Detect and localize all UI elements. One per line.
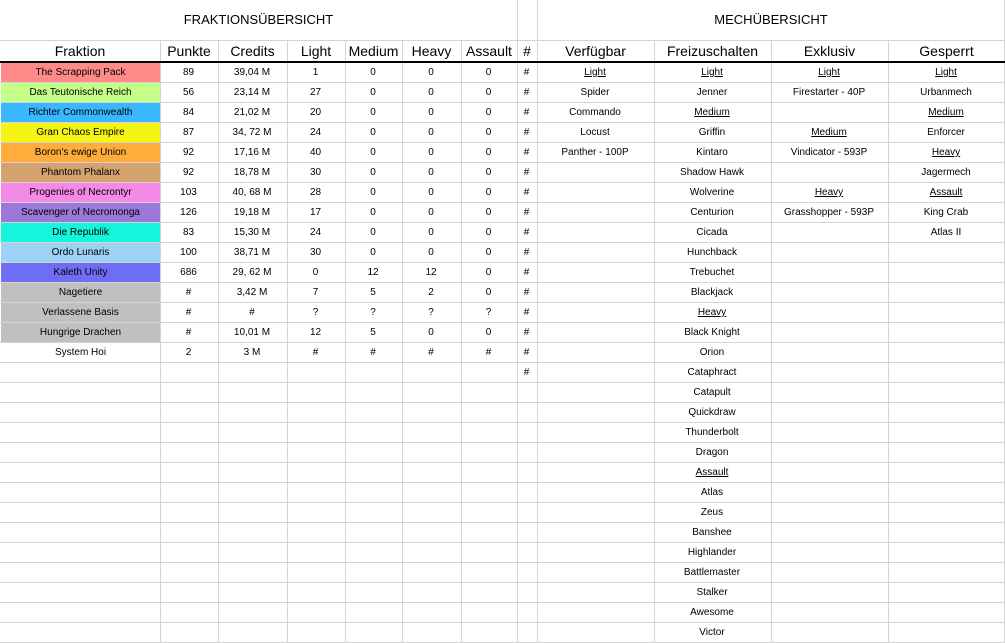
- gridline: [0, 622, 1005, 623]
- faction-credits[interactable]: 34, 72 M: [232, 127, 272, 138]
- gridline: [0, 542, 1005, 543]
- faction-credits[interactable]: 38,71 M: [233, 247, 271, 258]
- column-header[interactable]: Freizuschalten: [666, 43, 759, 59]
- mech-verfuegbar-cell[interactable]: Commando: [569, 107, 621, 118]
- faction-punkte[interactable]: 103: [180, 187, 197, 198]
- faction-name[interactable]: Hungrige Drachen: [1, 323, 160, 342]
- gridline: [0, 442, 1005, 443]
- faction-name[interactable]: Gran Chaos Empire: [1, 123, 160, 142]
- faction-heavy[interactable]: 0: [428, 207, 434, 218]
- faction-heavy[interactable]: 2: [428, 287, 434, 298]
- gridline: [0, 402, 1005, 403]
- mech-freizuschalten-cell[interactable]: Quickdraw: [688, 407, 736, 418]
- faction-heavy[interactable]: 0: [428, 87, 434, 98]
- faction-heavy[interactable]: [402, 363, 460, 382]
- mech-freizuschalten-cell[interactable]: Highlander: [687, 547, 737, 558]
- faction-name[interactable]: Progenies of Necrontyr: [1, 183, 160, 202]
- faction-assault[interactable]: 0: [485, 227, 492, 238]
- faction-assault[interactable]: 0: [485, 247, 492, 258]
- faction-heavy[interactable]: 0: [428, 247, 434, 258]
- faction-light[interactable]: [287, 363, 344, 382]
- faction-hash[interactable]: #: [523, 227, 530, 238]
- faction-light[interactable]: 28: [309, 187, 322, 198]
- faction-medium[interactable]: 0: [370, 207, 376, 218]
- faction-assault[interactable]: 0: [485, 107, 492, 118]
- faction-heavy[interactable]: 0: [428, 67, 434, 78]
- faction-punkte[interactable]: 83: [182, 227, 195, 238]
- mech-exklusiv-cell[interactable]: Light: [818, 67, 840, 78]
- gridline: [0, 382, 1005, 383]
- faction-hash[interactable]: #: [523, 187, 530, 198]
- faction-credits[interactable]: #: [249, 307, 255, 318]
- faction-name[interactable]: Die Republik: [1, 223, 160, 242]
- faction-assault[interactable]: 0: [485, 67, 492, 78]
- mech-freizuschalten-cell[interactable]: Banshee: [692, 527, 732, 538]
- faction-light[interactable]: 17: [309, 207, 322, 218]
- gridline: [0, 582, 1005, 583]
- faction-punkte[interactable]: #: [185, 287, 192, 298]
- column-header[interactable]: #: [523, 43, 531, 59]
- mech-freizuschalten-cell[interactable]: Medium: [694, 107, 730, 118]
- faction-hash[interactable]: #: [523, 327, 530, 338]
- faction-hash[interactable]: #: [523, 287, 530, 298]
- mech-verfuegbar-cell[interactable]: Locust: [580, 127, 610, 138]
- mech-gesperrt-cell[interactable]: Medium: [928, 107, 964, 118]
- mech-exklusiv-cell[interactable]: Vindicator - 593P: [790, 147, 868, 158]
- faction-name[interactable]: Boron's ewige Union: [1, 143, 160, 162]
- faction-light[interactable]: 1: [312, 67, 319, 78]
- mech-exklusiv-cell[interactable]: Medium: [811, 127, 847, 138]
- mech-freizuschalten-cell[interactable]: Kintaro: [696, 147, 728, 158]
- faction-assault[interactable]: 0: [485, 287, 492, 298]
- faction-medium[interactable]: 5: [370, 327, 376, 338]
- gridline: [0, 522, 1005, 523]
- faction-punkte[interactable]: [160, 363, 217, 382]
- mech-gesperrt-cell[interactable]: Assault: [929, 187, 963, 198]
- mech-freizuschalten-cell[interactable]: Cataphract: [687, 367, 737, 378]
- mech-freizuschalten-cell[interactable]: Blackjack: [690, 287, 734, 298]
- mech-freizuschalten-cell[interactable]: Jenner: [696, 87, 728, 98]
- mech-freizuschalten-cell[interactable]: Dragon: [695, 447, 729, 458]
- faction-punkte[interactable]: 56: [182, 87, 195, 98]
- faction-name[interactable]: Ordo Lunaris: [1, 243, 160, 262]
- gridline: [0, 602, 1005, 603]
- column-header[interactable]: Verfügbar: [565, 43, 626, 59]
- section-title-mechs: MECHÜBERSICHT: [537, 0, 1005, 40]
- faction-medium[interactable]: 0: [370, 227, 376, 238]
- mech-exklusiv-cell[interactable]: [771, 163, 887, 182]
- faction-punkte[interactable]: 100: [180, 247, 197, 258]
- mech-verfuegbar-cell[interactable]: Panther - 100P: [561, 147, 629, 158]
- faction-medium[interactable]: ?: [370, 307, 376, 318]
- faction-light[interactable]: 24: [309, 227, 322, 238]
- faction-medium[interactable]: 0: [370, 107, 376, 118]
- faction-assault[interactable]: 0: [485, 207, 492, 218]
- mech-freizuschalten-cell[interactable]: Shadow Hawk: [680, 167, 744, 178]
- faction-light[interactable]: 0: [312, 267, 319, 278]
- faction-heavy[interactable]: ?: [428, 307, 434, 318]
- faction-medium[interactable]: 0: [370, 127, 376, 138]
- faction-credits[interactable]: 3 M: [243, 347, 261, 358]
- gridline: [0, 502, 1005, 503]
- faction-assault[interactable]: ?: [485, 307, 492, 318]
- gridline: [0, 422, 1005, 423]
- faction-medium[interactable]: [345, 363, 401, 382]
- mech-freizuschalten-cell[interactable]: Victor: [699, 627, 725, 638]
- faction-punkte[interactable]: 92: [182, 167, 195, 178]
- faction-heavy[interactable]: 0: [428, 127, 434, 138]
- faction-medium[interactable]: 0: [370, 167, 376, 178]
- mech-freizuschalten-cell[interactable]: Atlas: [700, 487, 724, 498]
- faction-punkte[interactable]: 84: [182, 107, 195, 118]
- faction-assault[interactable]: 0: [485, 267, 492, 278]
- faction-hash[interactable]: #: [523, 87, 530, 98]
- mech-gesperrt-cell[interactable]: King Crab: [923, 207, 969, 218]
- faction-light[interactable]: 27: [309, 87, 322, 98]
- faction-hash[interactable]: #: [523, 307, 530, 318]
- faction-heavy[interactable]: 0: [428, 227, 434, 238]
- faction-medium[interactable]: #: [370, 347, 376, 358]
- faction-assault[interactable]: 0: [485, 167, 492, 178]
- mech-freizuschalten-cell[interactable]: Battlemaster: [683, 567, 741, 578]
- faction-light[interactable]: ?: [312, 307, 319, 318]
- faction-credits[interactable]: 15,30 M: [233, 227, 271, 238]
- faction-credits[interactable]: 18,78 M: [233, 167, 271, 178]
- faction-name[interactable]: Nagetiere: [1, 283, 160, 302]
- faction-punkte[interactable]: 92: [182, 147, 195, 158]
- column-header[interactable]: Heavy: [411, 43, 452, 59]
- faction-assault[interactable]: 0: [485, 127, 492, 138]
- mech-exklusiv-cell[interactable]: [771, 103, 887, 122]
- faction-medium[interactable]: 5: [370, 287, 376, 298]
- faction-name[interactable]: [1, 363, 160, 382]
- faction-punkte[interactable]: 89: [182, 67, 195, 78]
- mech-freizuschalten-cell[interactable]: Centurion: [690, 207, 734, 218]
- mech-verfuegbar-cell[interactable]: Light: [584, 67, 606, 78]
- mech-exklusiv-cell[interactable]: Heavy: [814, 187, 844, 198]
- faction-hash[interactable]: #: [523, 347, 530, 358]
- mech-freizuschalten-cell[interactable]: Trebuchet: [689, 267, 735, 278]
- mech-freizuschalten-cell[interactable]: Zeus: [700, 507, 724, 518]
- mech-freizuschalten-cell[interactable]: Awesome: [690, 607, 734, 618]
- column-header[interactable]: Credits: [230, 43, 275, 59]
- mech-freizuschalten-cell[interactable]: Catapult: [693, 387, 731, 398]
- faction-assault[interactable]: 0: [485, 187, 492, 198]
- faction-hash[interactable]: #: [523, 207, 530, 218]
- faction-punkte[interactable]: #: [185, 327, 192, 338]
- faction-name[interactable]: Verlassene Basis: [1, 303, 160, 322]
- mech-freizuschalten-cell[interactable]: Thunderbolt: [685, 427, 739, 438]
- faction-credits[interactable]: 10,01 M: [233, 327, 271, 338]
- mech-gesperrt-cell[interactable]: Enforcer: [927, 127, 965, 138]
- mech-freizuschalten-cell[interactable]: Assault: [695, 467, 729, 478]
- column-header[interactable]: Fraktion: [54, 43, 106, 59]
- faction-credits[interactable]: 29, 62 M: [232, 267, 272, 278]
- mech-gesperrt-cell[interactable]: Urbanmech: [920, 87, 972, 98]
- faction-light[interactable]: #: [312, 347, 319, 358]
- faction-light[interactable]: 7: [312, 287, 319, 298]
- faction-medium[interactable]: 0: [370, 67, 376, 78]
- faction-hash[interactable]: #: [523, 67, 530, 78]
- faction-heavy[interactable]: 0: [428, 327, 434, 338]
- faction-credits[interactable]: 40, 68 M: [232, 187, 272, 198]
- faction-punkte[interactable]: 686: [180, 267, 197, 278]
- faction-medium[interactable]: 0: [370, 187, 376, 198]
- faction-name[interactable]: Kaleth Unity: [1, 263, 160, 282]
- faction-heavy[interactable]: 0: [428, 167, 434, 178]
- faction-assault[interactable]: 0: [485, 327, 492, 338]
- column-header[interactable]: Gesperrt: [919, 43, 974, 59]
- mech-freizuschalten-cell[interactable]: Black Knight: [684, 327, 740, 338]
- faction-light[interactable]: 30: [309, 167, 322, 178]
- faction-light[interactable]: 24: [309, 127, 322, 138]
- faction-name[interactable]: The Scrapping Pack: [1, 63, 160, 82]
- gridline: [0, 482, 1005, 483]
- faction-light[interactable]: 30: [309, 247, 322, 258]
- mech-freizuschalten-cell[interactable]: Light: [701, 67, 723, 78]
- faction-light[interactable]: 40: [309, 147, 322, 158]
- gridline: [0, 462, 1005, 463]
- faction-heavy[interactable]: 0: [428, 107, 434, 118]
- faction-heavy[interactable]: 0: [428, 147, 434, 158]
- mech-gesperrt-cell[interactable]: Jagermech: [921, 167, 971, 178]
- faction-punkte[interactable]: #: [185, 307, 192, 318]
- faction-light[interactable]: 12: [309, 327, 322, 338]
- column-header[interactable]: Exklusiv: [803, 43, 856, 59]
- gridline: [0, 562, 1005, 563]
- mech-freizuschalten-cell[interactable]: Orion: [699, 347, 725, 358]
- faction-assault[interactable]: 0: [485, 87, 492, 98]
- faction-credits[interactable]: 39,04 M: [233, 67, 271, 78]
- faction-punkte[interactable]: 2: [185, 347, 192, 358]
- faction-medium[interactable]: 0: [370, 147, 376, 158]
- faction-assault[interactable]: #: [485, 347, 492, 358]
- faction-hash[interactable]: #: [523, 367, 530, 378]
- faction-medium[interactable]: 0: [370, 87, 376, 98]
- faction-heavy[interactable]: 0: [428, 187, 434, 198]
- faction-name[interactable]: Richter Commonwealth: [1, 103, 160, 122]
- faction-name[interactable]: Phantom Phalanx: [1, 163, 160, 182]
- faction-credits[interactable]: 21,02 M: [233, 107, 271, 118]
- mech-exklusiv-cell[interactable]: Firestarter - 40P: [792, 87, 866, 98]
- faction-name[interactable]: Scavenger of Necromonga: [1, 203, 160, 222]
- mech-gesperrt-cell[interactable]: Atlas II: [930, 227, 962, 238]
- faction-punkte[interactable]: 126: [180, 207, 197, 218]
- faction-assault[interactable]: [461, 363, 516, 382]
- column-header[interactable]: Assault: [466, 43, 512, 59]
- mech-verfuegbar-cell[interactable]: Spider: [580, 87, 610, 98]
- faction-hash[interactable]: #: [523, 267, 530, 278]
- faction-punkte[interactable]: 87: [182, 127, 195, 138]
- faction-credits[interactable]: [218, 363, 286, 382]
- mech-freizuschalten-cell[interactable]: Heavy: [697, 307, 727, 318]
- mech-exklusiv-cell[interactable]: Grasshopper - 593P: [783, 207, 875, 218]
- section-title-fraktionen: FRAKTIONSÜBERSICHT: [0, 0, 517, 40]
- faction-hash[interactable]: #: [523, 107, 530, 118]
- mech-freizuschalten-cell[interactable]: Griffin: [698, 127, 726, 138]
- mech-freizuschalten-cell[interactable]: Stalker: [696, 587, 728, 598]
- column-header[interactable]: Medium: [348, 43, 399, 59]
- faction-medium[interactable]: 0: [370, 247, 376, 258]
- column-header[interactable]: Light: [300, 43, 332, 59]
- column-header[interactable]: Punkte: [167, 43, 211, 59]
- faction-credits[interactable]: 23,14 M: [233, 87, 271, 98]
- faction-hash[interactable]: #: [523, 147, 530, 158]
- mech-freizuschalten-cell[interactable]: Wolverine: [689, 187, 735, 198]
- faction-hash[interactable]: #: [523, 167, 530, 178]
- mech-gesperrt-cell[interactable]: Heavy: [931, 147, 961, 158]
- faction-credits[interactable]: 3,42 M: [236, 287, 268, 298]
- faction-credits[interactable]: 17,16 M: [233, 147, 271, 158]
- faction-assault[interactable]: 0: [485, 147, 492, 158]
- mech-gesperrt-cell[interactable]: Light: [935, 67, 957, 78]
- faction-light[interactable]: 20: [309, 107, 322, 118]
- faction-heavy[interactable]: #: [428, 347, 434, 358]
- faction-heavy[interactable]: 12: [425, 267, 437, 278]
- faction-hash[interactable]: #: [523, 127, 530, 138]
- faction-credits[interactable]: 19,18 M: [233, 207, 271, 218]
- faction-hash[interactable]: #: [523, 247, 530, 258]
- faction-name[interactable]: System Hoi: [1, 343, 160, 362]
- faction-name[interactable]: Das Teutonische Reich: [1, 83, 160, 102]
- mech-freizuschalten-cell[interactable]: Cicada: [696, 227, 728, 238]
- mech-freizuschalten-cell[interactable]: Hunchback: [686, 247, 738, 258]
- faction-medium[interactable]: 12: [367, 267, 379, 278]
